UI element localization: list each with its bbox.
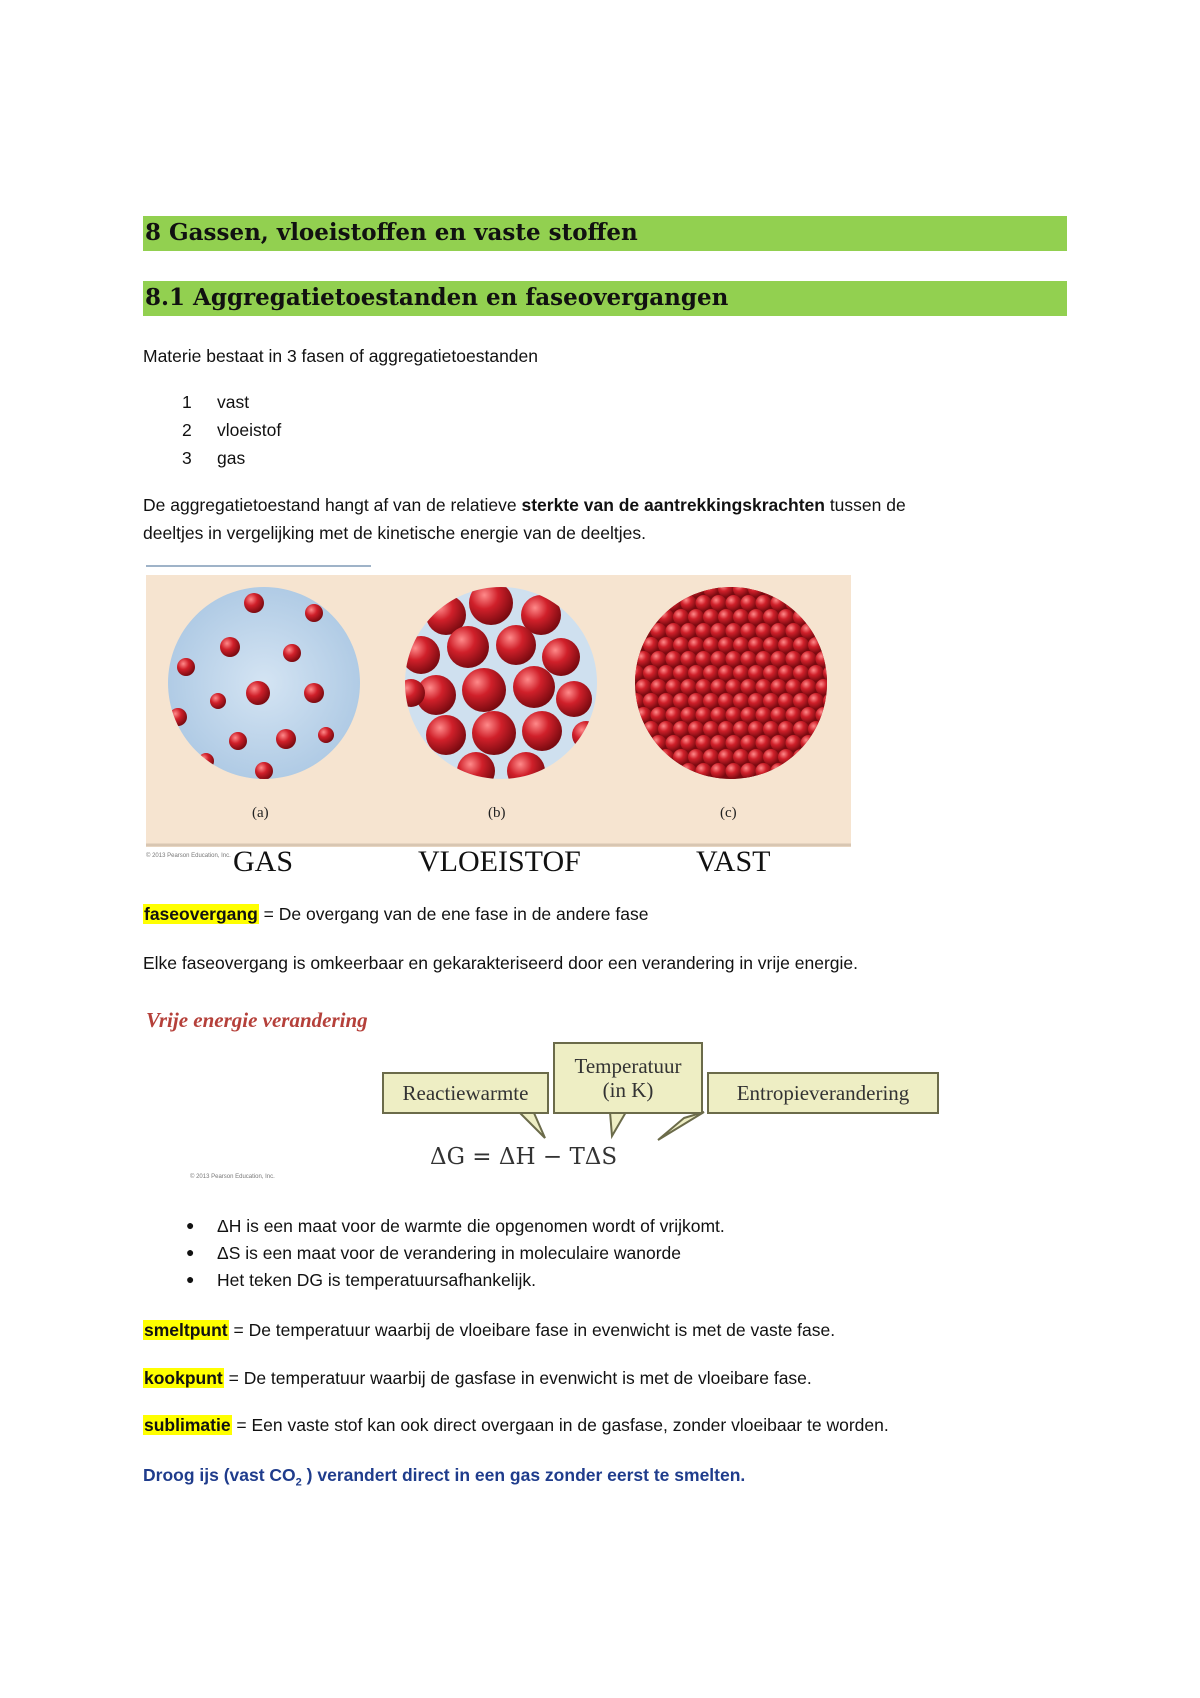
note-text-end: ) verandert direct in een gas zonder eerst te smelten. [301,1465,746,1485]
phase-number: 2 [182,420,192,440]
bullet-item: ΔS is een maat voor de verandering in moleculaire wanorde [217,1243,682,1263]
phase-label: vloeistof [217,420,282,440]
chapter-heading: 8 Gassen, vloeistoffen en vaste stoffen [143,216,1067,251]
definition-sublimatie [143,1413,889,1437]
bullet-dot: ● [186,1244,195,1260]
label-gas: GAS [233,845,294,878]
def-smeltpunt: = De temperatuur waarbij de vloeibare fase in evenwicht is met de vaste fase. [228,1320,836,1340]
paragraph-line2: deeltjes in vergelijking met de kinetische energie van de deeltjes. [143,523,646,543]
gibbs-equation: ΔG = ΔH − TΔS [430,1144,618,1170]
definition-kookpunt [143,1366,812,1390]
sublabel-a: (a) [252,805,269,821]
label-vloeistof: VLOEISTOF [418,845,581,878]
intro-text: Materie bestaat in 3 fasen of aggregatietoestanden [143,346,538,366]
free-energy-title: Vrije energie verandering [146,1008,368,1032]
sublabel-c: (c) [720,805,737,821]
temp-line1: Temperatuur [574,1054,682,1078]
section-heading: 8.1 Aggregatietoestanden en faseovergangen [143,281,1067,316]
paragraph-2: Elke faseovergang is omkeerbaar en gekarakteriseerd door een verandering in vrije energie. [143,953,858,973]
box-entropieverandering: Entropieverandering [707,1072,939,1114]
bullet-item: Het teken DG is temperatuursafhankelijk. [217,1270,537,1290]
figure2-credit: © 2013 Pearson Education, Inc. [190,1174,275,1180]
para1-text-end: tussen de [824,495,906,515]
label-vast: VAST [696,845,771,878]
para1-text: De aggregatietoestand hangt af van de relatieve [143,495,522,515]
note-text: Droog ijs (vast CO [143,1465,296,1485]
dry-ice-note [143,1463,745,1495]
def-sublimatie: = Een vaste stof kan ook direct overgaan in de gasfase, zonder vloeibaar te worden. [231,1415,889,1435]
phase-label: gas [217,448,246,468]
phase-number: 3 [182,448,192,468]
bullet-dot: ● [186,1217,195,1233]
bullet-item: ΔH is een maat voor de warmte die opgenomen wordt of vrijkomt. [217,1216,725,1236]
box-temperatuur [553,1042,703,1114]
para1-bold: sterkte van de aantrekkingskrachten [521,495,825,515]
term-faseovergang: faseovergang [144,904,258,924]
figure-credit: © 2013 Pearson Education, Inc. [146,853,231,859]
term-kookpunt: kookpunt [144,1368,223,1388]
term-smeltpunt: smeltpunt [144,1320,228,1340]
temp-line2: (in K) [602,1078,654,1102]
definition-smeltpunt [143,1318,835,1342]
faseovergang-def: = De overgang van de ene fase in de andere fase [258,904,649,924]
term-sublimatie: sublimatie [144,1415,231,1435]
phase-number: 1 [182,392,192,412]
bullet-dot: ● [186,1271,195,1287]
sublabel-b: (b) [488,805,506,821]
phase-label: vast [217,392,250,412]
def-kookpunt: = De temperatuur waarbij de gasfase in evenwicht is met de vloeibare fase. [223,1368,812,1388]
note-subscript: 2 [295,1476,302,1489]
box-reactiewarmte: Reactiewarmte [382,1072,549,1114]
